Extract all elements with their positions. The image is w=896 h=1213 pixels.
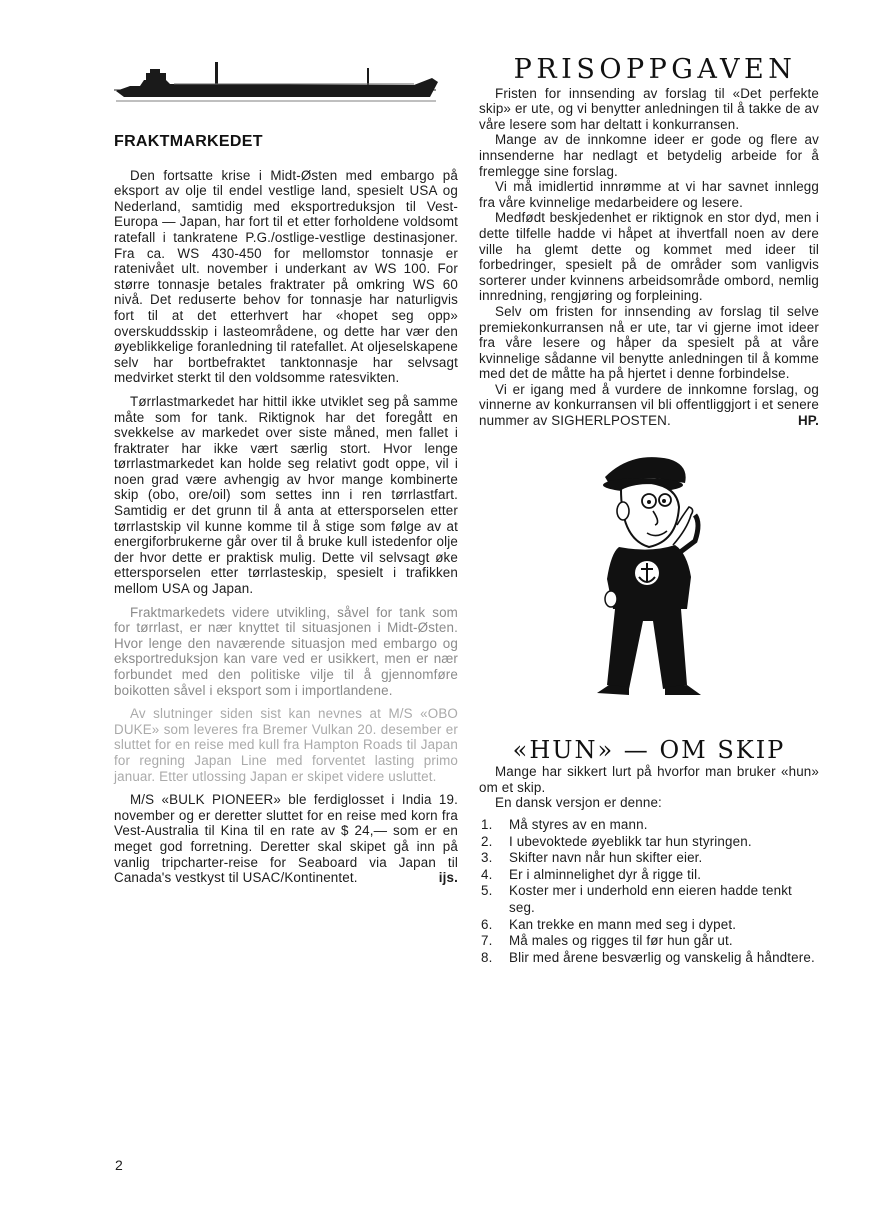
fraktmarkedet-paragraph-4: Av slutninger siden sist kan nevnes at M/S «OBO DUKE» som leveres fra Bremer Vulkan 20. desember er sluttet for en reise med kull fra Hampton Roads til Japan for regning Japan Line med forventet lasting primo januar. Etter utlossing Japan er skipet videre usluttet. [114, 706, 458, 784]
list-item-text: I ubevoktede øyeblikk tar hun styringen. [509, 833, 752, 849]
list-item [479, 817, 819, 834]
list-item-text: Er i alminnelighet dyr å rigge til. [509, 866, 702, 882]
right-column [479, 54, 819, 966]
list-item-number: 1. [481, 817, 493, 833]
sailor-illustration [591, 449, 711, 699]
hun-heading: «HUN» — OM SKIP [512, 735, 786, 764]
prisoppgaven-heading: PRISOPPGAVEN [513, 54, 797, 85]
list-item [479, 850, 819, 867]
list-item-text: Koster mer i underhold enn eieren hadde tenkt seg. [509, 883, 792, 915]
fraktmarkedet-heading: FRAKTMARKEDET [114, 133, 263, 150]
prisoppgaven-paragraph-6 [479, 382, 819, 429]
list-item-number: 2. [481, 833, 493, 849]
list-item-number: 8. [481, 949, 493, 965]
left-column [114, 60, 458, 886]
prisoppgaven-signature: HP. [797, 413, 819, 429]
prisoppgaven-paragraph-4: Medfødt beskjedenhet er riktignok en stor dyd, men i dette tilfelle hadde vi håpet at ihvertfall noen av dere ville ha glemt dette og kommet med ideer til forbedringer, spesielt på de områder som vanligvis sorterer under kvinnens arbeidsområde ombord, nemlig innredning, rengjøring og forpleining. [479, 210, 819, 304]
list-item-number: 3. [481, 850, 493, 866]
list-item-number: 7. [481, 933, 493, 949]
hun-lead: En dansk versjon er denne: [495, 795, 662, 811]
fraktmarkedet-signature: ijs. [438, 870, 458, 886]
list-item [479, 917, 819, 934]
list-item [479, 834, 819, 851]
list-item [479, 867, 819, 884]
prisoppgaven-paragraph-6-text: Vi er igang med å vurdere de innkomne forslag, og vinnerne av konkurransen vil bli offentliggjort i et senere nummer av SIGHERLPOSTEN. [479, 381, 819, 429]
hun-intro: Mange har sikkert lurt på hvorfor man bruker «hun» om et skip. [479, 764, 819, 795]
fraktmarkedet-paragraph-1: Den fortsatte krise i Midt-Østen med embargo på eksport av olje til endel vestlige land, spesielt USA og Nederland, samtidig med eksportreduksjon til Vest-Europa — Japan, har fort til et etter forholdene voldsomt ratefall i tankratene P.G./ostlige-vestlige destinasjoner. Fra ca. WS 430-450 for mellomstor tonnasje er ratenivået ult. november i underkant av WS 100. For større tonnasje betales fraktrater på omkring WS 60 nivå. Det reduserte behov for tonnasje har naturligvis fort til at det etterhvert har «hopet seg opp» overskuddsskip i lasteområdene, og dette har vær den øyeblikkelige foranledning til ratefallet. At oljeselskapene selv har bortbefraktet tanktonnasje har selvsagt medvirket sterkt til den voldsomme ratesvikten. [114, 167, 458, 386]
list-item-text: Skifter navn når hun skifter eier. [509, 850, 703, 866]
list-item-text: Må males og rigges til før hun går ut. [509, 933, 733, 949]
ship-illustration [114, 60, 440, 104]
list-item [479, 950, 819, 967]
fraktmarkedet-paragraph-5-text: M/S «BULK PIONEER» ble ferdiglosset i India 19. november og er deretter sluttet for en reise med korn fra Vest-Australia til Kina til en rate av $ 24,— som er en meget god forretning. Deretter skal skipet gå inn på vanlig tripcharter-reise for Seaboard via Japan til Canada's vestkyst til USAC/Kontinentet. [114, 792, 458, 886]
fraktmarkedet-paragraph-3: Fraktmarkedets videre utvikling, såvel for tank som for tørrlast, er nær knyttet til situasjonen i Midt-Østen. Hvor lenge den naværende situasjon med embargo og eksportreduksjon kan vare ved er usikkert, men er nær forbundet med den politiske vilje til å gjennomføre boikotten såvel i eksport som i importlandene. [114, 604, 458, 698]
prisoppgaven-paragraph-5: Selv om fristen for innsending av forslag til selve premiekonkurransen nå er ute, tar vi gjerne imot ideer fra våre lesere og håper da spesielt på at våre kvinnelige sådanne vil benytte anledningen til å komme med det de måtte ha på hjertet i denne forbindelse. [479, 303, 819, 382]
prisoppgaven-paragraph-3: Vi må imidlertid innrømme at vi har savnet innlegg fra våre kvinnelige medarbeidere og lesere. [479, 179, 819, 210]
hun-list [479, 817, 819, 966]
list-item-text: Kan trekke en mann med seg i dypet. [509, 916, 737, 932]
list-item-text: Blir med årene besværlig og vanskelig å håndtere. [509, 949, 815, 965]
list-item [479, 883, 819, 916]
list-item-number: 5. [481, 883, 493, 899]
sailor-drawing [591, 449, 711, 699]
page-number: 2 [115, 1157, 123, 1173]
fraktmarkedet-paragraph-5 [114, 792, 458, 886]
list-item [479, 933, 819, 950]
list-item-text: Må styres av en mann. [509, 817, 648, 833]
fraktmarkedet-paragraph-2: Tørrlastmarkedet har hittil ikke utviklet seg på samme måte som for tank. Riktignok har det foregått en svekkelse av markedet over siste måned, men fallet i fraktrater har ikke vært særlig stort. Hvor lenge tørrlastmarkedet kan holde seg relativt godt oppe, vil i noen grad være avhengig av hvor mange kombinerte skip (obo, ore/oil) som settes inn i ren tørrlastfart. Samtidig er det grunn til å anta at ettersporselen etter tørrlastskip vil kunne komme til å stige som følge av at energiforbrukerne går over til å bruke kull istedenfor olje der hvor dette er praktisk mulig. Dette vil selvsagt øke ettersporselen etter tørrlasteskip, spesielt i trafikken mellom USA og Japan. [114, 393, 458, 597]
prisoppgaven-paragraph-1: Fristen for innsending av forslag til «Det perfekte skip» er ute, og vi benytter anledningen til å takke de av våre lesere som har deltatt i konkurransen. [479, 85, 819, 132]
list-item-number: 4. [481, 866, 493, 882]
list-item-number: 6. [481, 916, 493, 932]
prisoppgaven-paragraph-2: Mange av de innkomne ideer er gode og flere av innsenderne har nedlagt et betydelig arbeide for å fremlegge sine forslag. [479, 132, 819, 179]
